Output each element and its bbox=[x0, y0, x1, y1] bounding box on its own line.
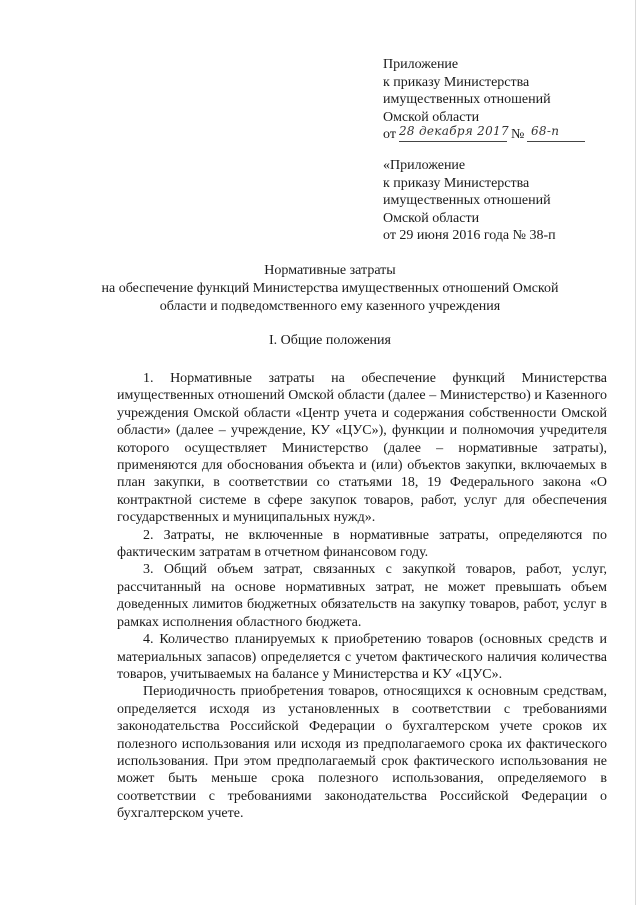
previous-region: Омской области bbox=[383, 210, 480, 226]
number-label: № bbox=[511, 127, 525, 143]
document-body bbox=[117, 370, 607, 823]
paragraph-1: 1. Нормативные затраты на обеспечение функций Министерства имущественных отношений Омской области (далее – Министерство) и Казенного учреждения Омской области «Центр учета и содержания собственности Омской области» (далее – учреждение, КУ «ЦУС»), функции и полномочия учредителя которого осуществляет Министерство (далее – нормативные затраты), применяются для обоснования объекта и (или) объектов закупки, включаемых в план закупки, в соответствии со статьями 18, 19 Федерального закона «О контрактной системе в сфере закупок товаров, работ, услуг для обеспечения государственных и муниципальных нужд». bbox=[117, 371, 607, 526]
previous-date: от 29 июня 2016 года № 38-п bbox=[383, 228, 556, 244]
paragraph-4: 4. Количество планируемых к приобретению товаров (основных средств и материальных запасов) определяется с учетом фактического наличия количества товаров, учитываемых на балансе у Министерства и КУ «ЦУС». bbox=[117, 632, 607, 682]
appendix-region: Омской области bbox=[383, 109, 480, 125]
appendix-current-block bbox=[383, 56, 623, 144]
page-edge bbox=[635, 0, 636, 905]
date-prefix: от bbox=[383, 127, 396, 143]
paragraph-5: Периодичность приобретения товаров, относящихся к основным средствам, определяется исходя из установленных в соответствии с требованиями законодательства Российской Федерации о бухгалтерском учете сроков их полезного использования или исходя из предполагаемого срока их фактического использования. При этом предполагаемый срок фактического использования не может быть меньше срока полезного использования, определяемого в соответствии с требованиями законодательства Российской Федерации о бухгалтерском учете. bbox=[117, 684, 607, 822]
document-title: Нормативные затраты bbox=[264, 263, 396, 278]
appendix-date-line bbox=[383, 126, 623, 144]
handwritten-number: 68-п bbox=[531, 124, 560, 139]
handwritten-date: 28 декабря 2017 bbox=[399, 124, 509, 139]
appendix-order-ref: к приказу Министерства bbox=[383, 74, 530, 90]
document-subtitle-line1: на обеспечение функций Министерства имущественных отношений Омской bbox=[101, 281, 559, 296]
paragraph-2: 2. Затраты, не включенные в нормативные затраты, определяются по фактическим затратам в отчетном финансовом году. bbox=[117, 527, 607, 561]
paragraph-3: 3. Общий объем затрат, связанных с закупкой товаров, работ, услуг, рассчитанный на основе нормативных затрат, не может превышать объем доведенных лимитов бюджетных обязательств на закупку товаров, работ, услуг в рамках исполнения областного бюджета. bbox=[117, 562, 607, 630]
previous-ministry: имущественных отношений bbox=[383, 193, 551, 209]
document-subtitle-line2: области и подведомственного ему казенного учреждения bbox=[159, 299, 501, 314]
previous-order-ref: к приказу Министерства bbox=[383, 175, 530, 191]
number-underline bbox=[527, 141, 585, 142]
previous-appendix-label: «Приложение bbox=[383, 158, 466, 173]
section-heading: I. Общие положения bbox=[269, 333, 391, 348]
appendix-label: Приложение bbox=[383, 57, 459, 72]
date-underline bbox=[399, 141, 507, 142]
appendix-ministry: имущественных отношений bbox=[383, 92, 551, 108]
appendix-previous-block bbox=[383, 157, 623, 245]
